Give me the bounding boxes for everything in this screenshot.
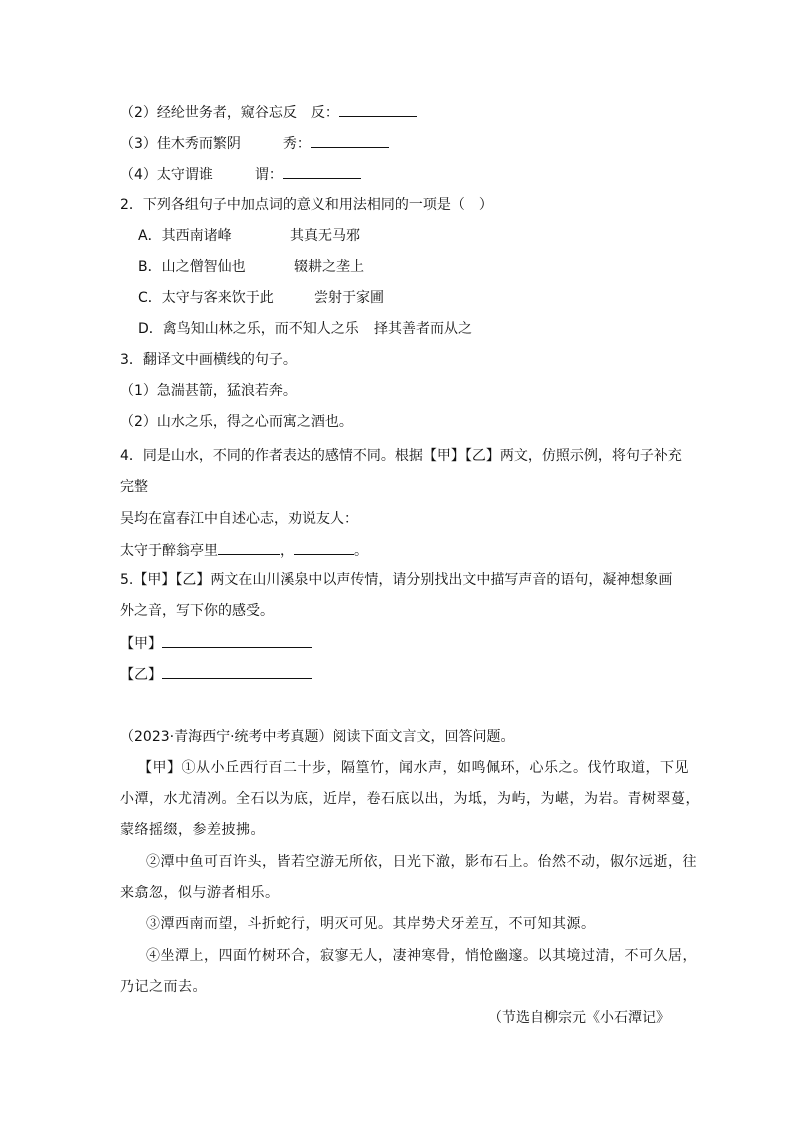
passage-paragraph-1-line-2: 小潭，水尤清冽。全石以为底，近岸，卷石底以出，为坻，为屿，为嵁，为岩。青树翠蔓， bbox=[120, 791, 700, 807]
passage-paragraph-4-line-2: 乃记之而去。 bbox=[120, 979, 207, 995]
passage-paragraph-3-line-1: ③潭西南而望，斗折蛇行，明灭可见。其岸势犬牙差互，不可知其源。 bbox=[146, 916, 596, 932]
passage-paragraph-2-line-1: ②潭中鱼可百许头，皆若空游无所依，日光下澈，影布石上。佁然不动，俶尔远逝，往 bbox=[146, 854, 697, 870]
question-5-jia-line: 【甲】 bbox=[120, 633, 312, 654]
answer-blank[interactable] bbox=[283, 164, 361, 179]
question-2-option-b: B．山之僧智仙也 辍耕之垄上 bbox=[138, 259, 364, 275]
question-2-option-c: C．太守与客来饮于此 尝射于家圃 bbox=[138, 290, 384, 306]
passage-paragraph-1-line-3: 蒙络摇缀，参差披拂。 bbox=[120, 822, 265, 838]
question-2-option-d: D．禽鸟知山林之乐，而不知人之乐 择其善者而从之 bbox=[138, 321, 472, 337]
question-3-item-2: （2）山水之乐，得之心而寓之酒也。 bbox=[120, 414, 353, 430]
question-4-example: 吴均在富春江中自述心志，劝说友人： bbox=[120, 511, 358, 527]
question-4-stem-line-1: 4．同是山水，不同的作者表达的感情不同。根据【甲】【乙】两文，仿照示例，将句子补充 bbox=[120, 448, 682, 464]
passage-paragraph-1-line-1: 【甲】①从小丘西行百二十步，隔篁竹，闻水声，如鸣佩环，心乐之。伐竹取道，下见 bbox=[138, 760, 689, 776]
answer-blank[interactable] bbox=[162, 664, 312, 679]
question-2-option-a: A．其西南诸峰 其真无马邪 bbox=[138, 228, 360, 244]
answer-blank[interactable] bbox=[162, 633, 312, 648]
answer-blank[interactable] bbox=[339, 102, 417, 117]
question-5-yi-line: 【乙】 bbox=[120, 664, 312, 685]
answer-blank[interactable] bbox=[294, 540, 354, 555]
passage-paragraph-2-line-2: 来翕忽，似与游者相乐。 bbox=[120, 885, 280, 901]
passage-paragraph-4-line-1: ④坐潭上，四面竹树环合，寂寥无人，凄神寒骨，悄怆幽邃。以其境过清，不可久居， bbox=[146, 948, 697, 964]
question-5-stem-line-1: 5.【甲】【乙】两文在山川溪泉中以声传情，请分别找出文中描写声音的语句，凝神想象画 bbox=[120, 572, 673, 588]
passage-source: （节选自柳宗元《小石潭记》 bbox=[488, 1010, 670, 1026]
question-2-stem: 2．下列各组句子中加点词的意义和用法相同的一项是（ ） bbox=[120, 197, 493, 213]
question-4-fill-line: 太守于醉翁亭里 ， 。 bbox=[120, 540, 368, 561]
question-1-item-2: （2）经纶世务者，窥谷忘反 反： bbox=[120, 102, 417, 123]
question-3-stem: 3．翻译文中画横线的句子。 bbox=[120, 352, 297, 368]
question-3-item-1: （1）急湍甚箭，猛浪若奔。 bbox=[120, 383, 297, 399]
question-1-item-4: （4）太守谓谁 谓： bbox=[120, 164, 361, 185]
question-5-stem-line-2: 外之音，写下你的感受。 bbox=[120, 603, 274, 619]
answer-blank[interactable] bbox=[311, 133, 389, 148]
question-1-item-3: （3）佳木秀而繁阴 秀： bbox=[120, 133, 389, 154]
section-2-intro: （2023·青海西宁·统考中考真题）阅读下面文言文，回答问题。 bbox=[120, 729, 515, 745]
question-4-stem-line-2: 完整 bbox=[120, 479, 148, 495]
answer-blank[interactable] bbox=[218, 540, 280, 555]
